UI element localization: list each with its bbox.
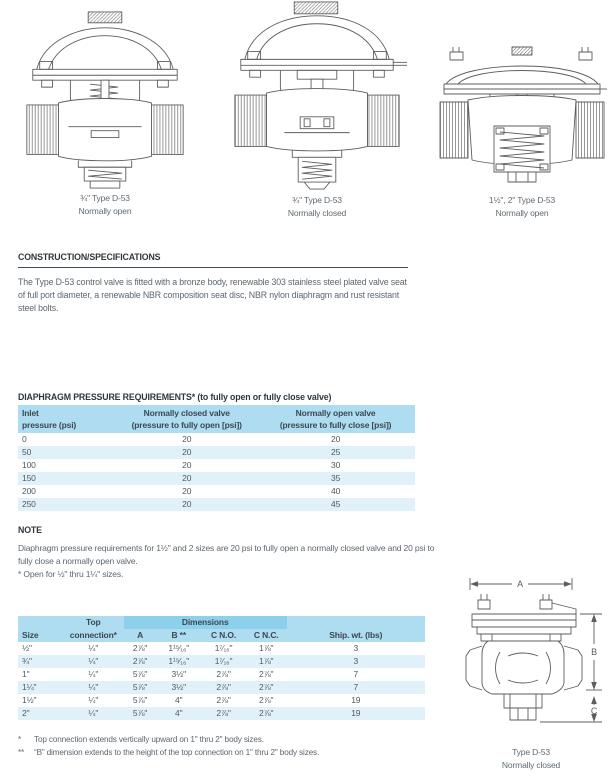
table-cell: 1¼" [22,682,37,692]
valve-cutaway-drawing [436,44,608,192]
pressure-col-header [18,405,117,433]
diagram-caption-line2: Normally closed [501,760,561,770]
table-cell: 3½" [171,682,186,692]
note-heading: NOTE [18,525,42,535]
table-cell: 20 [182,486,192,496]
table-header-cell: C N.O. [201,629,246,642]
table-header-cell [18,616,63,629]
table-cell: 1¹⁵⁄₁₆" [168,656,190,666]
valve-cutaway-drawing [224,0,410,192]
footnote-symbol: * [18,735,22,744]
table-cell: ¼" [88,695,99,705]
footnote [18,733,448,746]
table-cell: 1⅞" [259,656,274,666]
header-line: Inlet [22,408,39,418]
pressure-requirements-section [18,392,415,511]
table-cell: 20 [182,460,192,470]
table-header-cell: connection* [63,629,124,642]
table-header-cell: C N.C. [246,629,287,642]
figure-caption [224,194,410,220]
table-cell: 1¹⁵⁄₁₆" [168,643,190,653]
dimension-diagram [452,574,610,772]
table-cell: 19 [351,708,361,718]
table-cell: 35 [331,473,341,483]
table-header-cell: Dimensions [124,616,287,629]
table-cell: 200 [22,486,36,496]
table-cell: ¼" [88,643,99,653]
table-cell: 20 [182,473,192,483]
table-cell: 250 [22,499,36,509]
table-row [18,681,425,694]
header-line: Normally open valve [295,408,376,418]
footnote-symbol: ** [18,748,25,757]
table-cell: ¼" [88,708,99,718]
header-line: (pressure to fully close [psi]) [279,420,392,430]
table-cell: 3½" [171,669,186,679]
table-cell: 3 [353,643,359,653]
table-cell: 7 [353,682,359,692]
figure-caption-line2: Normally closed [287,208,347,218]
table-cell: 45 [331,499,341,509]
figure-caption [436,194,608,220]
diagram-caption [452,746,610,772]
table-cell: 1⅞" [259,643,274,653]
figure-caption [12,192,198,218]
table-cell: ¾" [22,656,32,666]
table-cell: 2⅞" [259,695,274,705]
table-cell: 19 [351,695,361,705]
table-row [18,668,425,681]
table-header-cell: A [124,629,157,642]
figure-caption-line1: 1½", 2" Type D-53 [488,195,556,205]
table-cell: 50 [22,447,32,457]
table-header-cell [287,616,425,629]
table-row [18,707,425,720]
header-line: Normally closed valve [143,408,230,418]
dim-label-a: A [517,579,523,589]
table-cell: 20 [182,447,192,457]
figure-caption-line1: ¾" Type D-53 [80,193,130,203]
table-cell: 7 [353,669,359,679]
pressure-table [18,405,415,511]
pressure-col-header [256,405,415,433]
table-header-cell: Size [18,629,63,642]
table-row [18,485,415,498]
dim-label-c: C [590,706,598,716]
table-cell: 1⁷⁄₁₆" [214,656,233,666]
table-row [18,472,415,485]
pressure-col-header [117,405,256,433]
table-cell: 2⅞" [216,682,231,692]
table-row [18,433,415,446]
table-cell: 5⅞" [132,695,148,705]
table-cell: 1⁷⁄₁₆" [214,643,233,653]
table-cell: 2⅞" [216,708,231,718]
table-row [18,446,415,459]
figure-valve-normally-open-small [12,6,198,218]
table-cell: 5⅞" [132,708,148,718]
table-cell: 4" [175,708,183,718]
pressure-table-title: DIAPHRAGM PRESSURE REQUIREMENTS* (to fully open or fully close valve) [18,392,332,402]
note-paragraph: Diaphragm pressure requirements for 1½" and 2 sizes are 20 psi to fully open a normally closed valve and 20 psi to fully close a normally open valve. [18,543,435,566]
table-cell: ¼" [88,669,99,679]
figure-caption-line2: Normally open [78,206,132,216]
note-section [18,524,442,581]
table-cell: 2⅞" [216,695,231,705]
table-cell: 5⅞" [132,669,148,679]
figure-caption-line2: Normally open [495,208,549,218]
footnote-text: Top connection extends vertically upward on 1" thru 2" body sizes. [34,735,264,744]
table-header-cell: Top [63,616,124,629]
table-row [18,694,425,707]
table-cell: ¼" [88,656,99,666]
table-cell: 20 [182,434,192,444]
table-cell: 100 [22,460,36,470]
diagram-caption-line1: Type D-53 [512,747,550,757]
construction-section [18,252,408,315]
table-cell: ¼" [88,682,99,692]
table-cell: 2⅞" [132,643,148,653]
construction-heading: CONSTRUCTION/SPECIFICATIONS [18,252,408,268]
table-header-cell: Ship. wt. (lbs) [287,629,425,642]
table-cell: 5⅞" [132,682,148,692]
table-cell: 2⅞" [259,669,274,679]
valve-cutaway-drawing [12,6,198,190]
table-row [18,498,415,511]
table-cell: 2⅞" [259,708,274,718]
table-cell: 30 [331,460,341,470]
table-cell: 20 [331,434,341,444]
dimensions-table [18,616,425,720]
table-cell: 2⅞" [216,669,231,679]
table-cell: 2⅞" [259,682,274,692]
dimensions-table-section [18,616,425,720]
footnote-text: “B” dimension extends to the height of the top connection on 1" thru 2" body sizes. [34,748,320,757]
dim-label-b: B [591,647,597,657]
footnotes [18,733,448,759]
footnote [18,746,448,759]
table-cell: 20 [182,499,192,509]
table-cell: 25 [331,447,341,457]
header-line: (pressure to fully open [psi]) [131,420,242,430]
table-row [18,642,425,655]
note-asterisk: * Open for ½" thru 1¼" sizes. [18,569,124,579]
table-cell: 3 [353,656,359,666]
header-line: pressure (psi) [22,420,77,430]
table-cell: 4" [175,695,183,705]
figure-valve-normally-closed-small [224,0,410,220]
table-row [18,655,425,668]
table-cell: 40 [331,486,341,496]
figure-valve-normally-open-large [436,44,608,220]
valve-dimension-drawing [452,574,610,746]
table-cell: 0 [22,434,27,444]
table-cell: 2⅞" [132,656,148,666]
figure-caption-line1: ¾" Type D-53 [292,195,342,205]
table-cell: 2" [22,708,30,718]
construction-paragraph: The Type D-53 control valve is fitted with a bronze body, renewable 303 stainless steel plated valve seat of full port diameter, a renewable NBR composition seat disc, NBR nylon diaphragm and rust resistant steel bolts. [18,277,407,313]
table-cell: 150 [22,473,36,483]
table-row [18,459,415,472]
table-cell: 1" [22,669,30,679]
table-header-cell: B ** [156,629,201,642]
table-cell: ½" [22,643,32,653]
table-cell: 1½" [22,695,37,705]
